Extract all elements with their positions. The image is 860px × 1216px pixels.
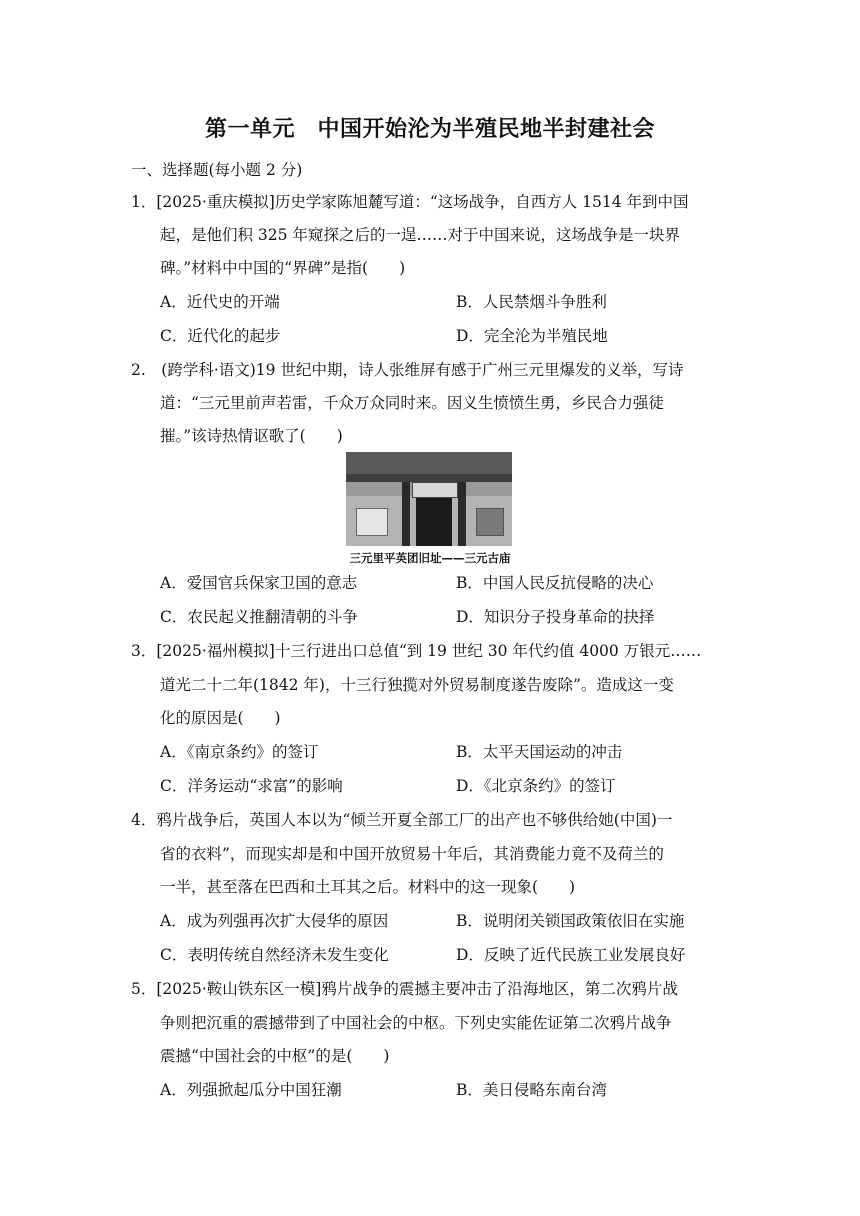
question-2-option-a[interactable]: A．爱国官兵保家卫国的意志 (160, 574, 358, 592)
question-4-line-1: 4．鸦片战争后，英国人本以为“倾兰开夏全部工厂的出产也不够供给她(中国)一 (131, 811, 673, 829)
question-1-option-b[interactable]: B．人民禁烟斗争胜利 (456, 293, 607, 311)
question-3-option-c[interactable]: C．洋务运动“求富”的影响 (160, 777, 343, 795)
page-title: 第一单元 中国开始沦为半殖民地半封建社会 (204, 117, 655, 142)
question-5-line-1: 5．[2025·鞍山铁东区一模]鸦片战争的震撼主要冲击了沿海地区，第二次鸦片战 (131, 980, 678, 998)
section-heading: 一、选择题(每小题 2 分) (131, 161, 303, 179)
question-3-line-3: 化的原因是( ) (160, 709, 281, 727)
question-3-line-2: 道光二十二年(1842 年)，十三行独揽对外贸易制度遂告废除”。造成这一变 (160, 676, 674, 694)
temple-photo (346, 452, 512, 546)
question-4-option-c[interactable]: C．表明传统自然经济未发生变化 (160, 946, 389, 964)
temple-figure (340, 452, 512, 570)
question-4-option-a[interactable]: A．成为列强再次扩大侵华的原因 (160, 912, 389, 930)
question-2-line-3: 摧。”该诗热情讴歌了( ) (160, 427, 343, 445)
question-1-line-1: 1．[2025·重庆模拟]历史学家陈旭麓写道：“这场战争，自西方人 1514 年到中国 (131, 193, 689, 211)
figure-caption: 三元里平英团旧址——三元古庙 (349, 551, 511, 565)
question-4-option-b[interactable]: B．说明闭关锁国政策依旧在实施 (456, 912, 685, 930)
question-3-option-a[interactable]: A．《南京条约》的签订 (160, 743, 319, 761)
question-2-option-c[interactable]: C．农民起义推翻清朝的斗争 (160, 608, 358, 626)
question-5-option-a[interactable]: A．列强掀起瓜分中国狂潮 (160, 1081, 342, 1099)
question-5-line-2: 争则把沉重的震撼带到了中国社会的中枢。下列史实能佐证第二次鸦片战争 (160, 1014, 672, 1032)
question-4-line-3: 一半，甚至落在巴西和土耳其之后。材料中的这一现象( ) (160, 878, 576, 896)
question-2-line-2: 道：“三元里前声若雷，千众万众同时来。因义生愤愤生勇，乡民合力强徒 (160, 394, 664, 412)
question-4-line-2: 省的衣料”，而现实却是和中国开放贸易十年后，其消费能力竟不及荷兰的 (160, 845, 664, 863)
question-1-line-3: 碑。”材料中中国的“界碑”是指( ) (160, 259, 406, 277)
question-4-option-d[interactable]: D．反映了近代民族工业发展良好 (456, 946, 686, 964)
question-3-line-1: 3．[2025·福州模拟]十三行进出口总值“到 19 世纪 30 年代约值 4000 万银元…… (131, 642, 702, 660)
question-1-option-a[interactable]: A．近代史的开端 (160, 293, 280, 311)
question-3-option-d[interactable]: D．《北京条约》的签订 (456, 777, 616, 795)
question-1-line-2: 起，是他们积 325 年窥探之后的一逞……对于中国来说，这场战争是一块界 (160, 226, 680, 244)
question-1-option-d[interactable]: D．完全沦为半殖民地 (456, 327, 608, 345)
question-3-option-b[interactable]: B．太平天国运动的冲击 (456, 743, 623, 761)
question-1-option-c[interactable]: C．近代化的起步 (160, 327, 281, 345)
question-2-option-d[interactable]: D．知识分子投身革命的抉择 (456, 608, 655, 626)
question-5-line-3: 震撼“中国社会的中枢”的是( ) (160, 1047, 390, 1065)
question-2-option-b[interactable]: B．中国人民反抗侵略的决心 (456, 574, 654, 592)
question-5-option-b[interactable]: B．美日侵略东南台湾 (456, 1081, 607, 1099)
question-2-line-1: 2. (跨学科·语文)19 世纪中期，诗人张维屏有感于广州三元里爆发的义举，写诗 (131, 361, 684, 379)
